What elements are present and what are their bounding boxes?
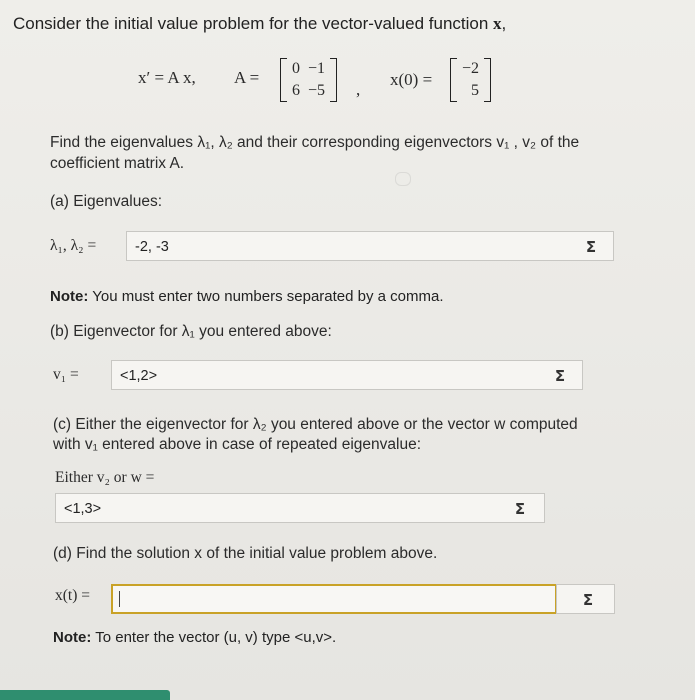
solution-value xyxy=(119,591,120,607)
part-c-title-line1: (c) Either the eigenvector for λ₂ you entered above or the vector w computed xyxy=(53,416,578,433)
part-c-title-line2: with v₁ entered above in case of repeated eigenvalue: xyxy=(53,436,422,453)
solution-input[interactable] xyxy=(111,584,557,614)
matrix-a: 0 −1 6 −5 xyxy=(280,58,337,102)
intro-text: Consider the initial value problem for the vector-valued function x, xyxy=(13,14,507,33)
matrix-a-label: A = xyxy=(234,68,260,87)
sigma-icon[interactable]: Σ xyxy=(514,500,526,518)
eigenvector-1-input[interactable] xyxy=(111,360,583,390)
eigenvector-2-label: Either v₂ or w = xyxy=(55,469,155,486)
ode-equation: x′ = A x, xyxy=(138,68,196,87)
sigma-icon[interactable]: Σ xyxy=(585,238,597,256)
eigenvector-2-input[interactable] xyxy=(55,493,545,523)
eigenvector-1-label: v₁ = xyxy=(53,366,79,383)
initial-condition-label: x(0) = xyxy=(390,70,433,89)
eigenvector-2-value: <1,3> xyxy=(64,501,102,517)
submit-button-edge[interactable] xyxy=(0,690,170,700)
solution-label: x(t) = xyxy=(55,587,90,604)
eigenvalues-value: -2, -3 xyxy=(135,239,169,255)
faint-mark xyxy=(395,172,411,186)
part-d-note: Note: To enter the vector (u, v) type <u,v>. xyxy=(53,629,337,646)
problem-page: Consider the initial value problem for the vector-valued function x, x′ = A x, A = 0 −1 6 −5 , x(0) = −2 5 Find the eigenvalues λ₁, λ₂ and their corresponding eigenvectors v₁ , v₂ of the coefficient matrix A. (a) Eigenvalues: λ₁, λ₂ = -2, -3 Σ Note: You must enter two numbers separated by a comma. (b) Eigenvector for λ₁ you entered above: v₁ = <1,2> Σ (c) Either the eigenvector for λ₂ you entered above or the vector w computed with v₁ entered above in case of repeated eigenvalue: Either v₂ or w = <1,3> Σ (d) Find the solution x of the initial value problem above. x(t) = Σ Note: To enter the vector (u, v) type <u,v>. xyxy=(0,0,695,700)
text-caret xyxy=(119,591,120,607)
eigenvector-1-value: <1,2> xyxy=(120,368,158,384)
eigenvalues-input[interactable] xyxy=(126,231,614,261)
eigenvalues-label: λ₁, λ₂ = xyxy=(50,237,97,254)
solution-sigma-box[interactable] xyxy=(556,584,615,614)
part-b-title: (b) Eigenvector for λ₁ you entered above: xyxy=(50,323,332,340)
part-a-title: (a) Eigenvalues: xyxy=(50,193,163,210)
part-a-note: Note: You must enter two numbers separated by a comma. xyxy=(50,288,444,305)
sigma-icon[interactable]: Σ xyxy=(554,367,566,385)
part-d-title: (d) Find the solution x of the initial value problem above. xyxy=(53,545,438,562)
instructions-text: Find the eigenvalues λ₁, λ₂ and their corresponding eigenvectors v₁ , v₂ of the coefficient matrix A. xyxy=(50,134,580,172)
initial-vector: −2 5 xyxy=(450,58,491,102)
sigma-icon[interactable]: Σ xyxy=(582,591,594,609)
